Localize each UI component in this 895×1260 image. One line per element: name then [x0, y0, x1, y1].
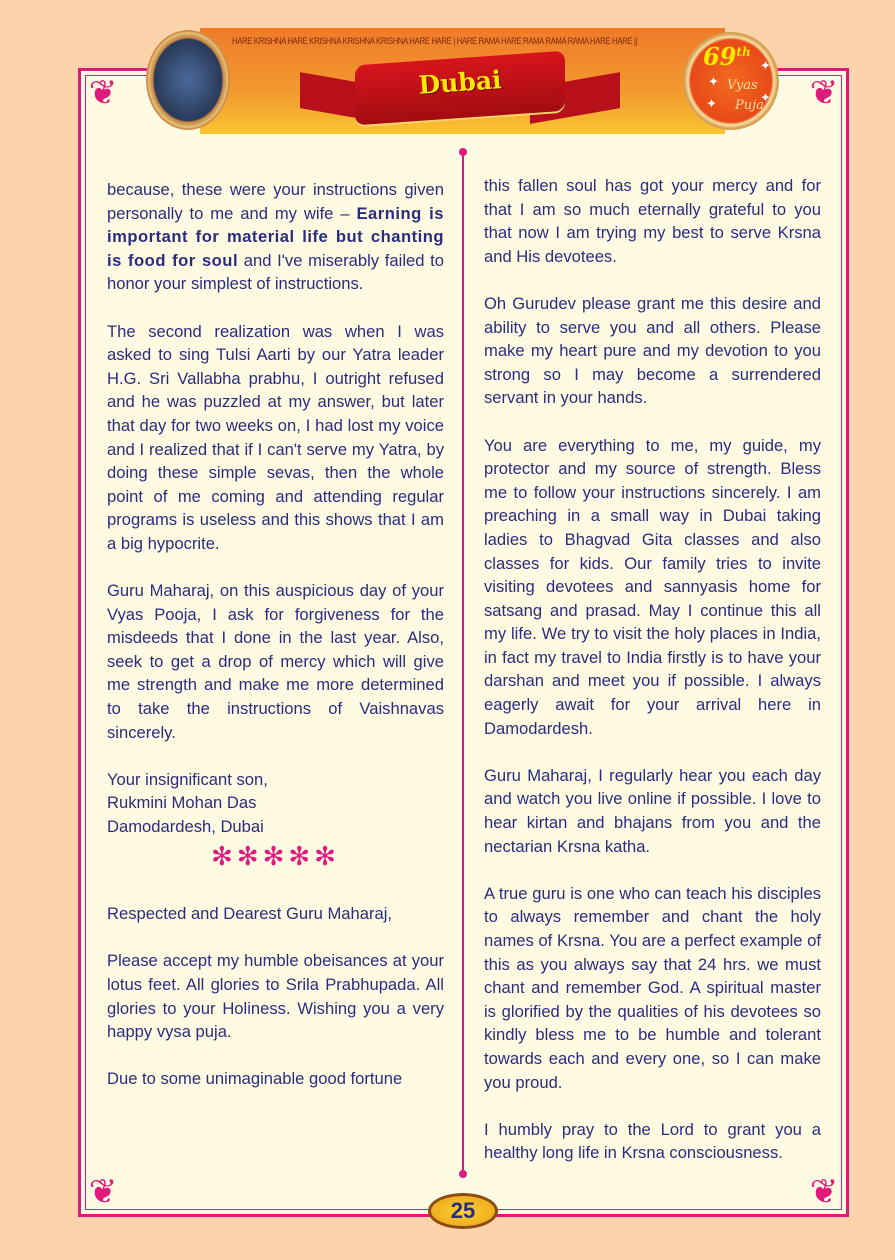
paragraph: You are everything to me, my guide, my protector and my source of strength. Bless me to follow your instructions sincerely. I am preaching in a small way in Dubai taking ladies to Bhagvad Gita classes and also classes for kids. Our family tries to invite visiting devotees and sannyasis home for satsang and prasad. May I continue this all my life. We try to visit the holy places in India, in fact my travel to India firstly is to have your darshan and meet you if possible. I always eagerly await for your arrival here in Damodardesh. — [484, 435, 821, 738]
badge-line1: Vyas — [727, 78, 758, 93]
paragraph — [107, 178, 444, 296]
chant-text: HARE KRISHNA HARE KRISHNA KRISHNA KRISHNA HARE HARE | HARE RAMA HARE RAMA RAMA RAMA HARE HARE || — [232, 36, 638, 46]
signature-location: Damodardesh, Dubai — [107, 817, 264, 837]
divider-dot — [459, 1170, 467, 1178]
badge-number — [703, 42, 751, 71]
corner-ornament-icon: ❦ — [809, 1173, 839, 1211]
separator-stars: ✻✻✻✻✻ — [211, 840, 340, 871]
left-column — [107, 178, 444, 1115]
paragraph: A true guru is one who can teach his disciples to always remember and chant the holy names of Krsna. You are a perfect example of this as you always say that 24 hrs. we must chant and remember God. A spiritual master is glorified by the qualities of his devotees so kindly bless me to be humble and tolerant towards each and every one, so I can make you proud. — [484, 883, 821, 1092]
signature-line: Your insignificant son, — [107, 769, 268, 789]
page-title: Dubai — [417, 65, 503, 100]
paragraph: Guru Maharaj, on this auspicious day of your Vyas Pooja, I ask for forgiveness for the misdeeds that I done in the last year. Also, seek to get a drop of mercy which will give me strength and make me more determined to take the instructions of Vaishnavas sincerely. — [107, 581, 444, 742]
paragraph: this fallen soul has got your mercy and for that I am so much eternally grateful to you that now I am trying my best to serve Krsna and His devotees. — [484, 176, 821, 266]
text: and I've miserably failed to honor your simplest of instructions. — [107, 250, 444, 294]
deity-image — [146, 30, 230, 130]
sparkle-icon: ✦ — [760, 58, 771, 73]
paragraph: Oh Gurudev please grant me this desire and ability to serve you and all others. Please make my heart pure and my devotion to you strong so I may become a surrendered servant in your hands. — [484, 293, 821, 408]
sparkle-icon: ✦ — [708, 74, 719, 89]
page-number: 25 — [428, 1193, 498, 1229]
paragraph: I humbly pray to the Lord to grant you a healthy long life in Krsna consciousness. — [484, 1119, 821, 1163]
signature — [107, 768, 444, 839]
paragraph: Guru Maharaj, I regularly hear you each day and watch you live online if possible. I love to hear kirtan and bhajans from you and the nectarian Krsna katha. — [484, 765, 821, 856]
column-divider — [462, 152, 464, 1174]
right-column — [484, 174, 821, 1189]
sparkle-icon: ✦ — [706, 96, 717, 111]
badge-number-text: 69 — [703, 42, 737, 71]
sparkle-icon: ✦ — [760, 90, 771, 105]
paragraph: Due to some unimaginable good fortune — [107, 1069, 403, 1089]
paragraph: The second realization was when I was asked to sing Tulsi Aarti by our Yatra leader H.G. Sri Vallabha prabhu, I outright refused and he was puzzled at my answer, but later that day for two weeks on, I had lost my voice and I realized that if I can't serve my Yatra, by doing these simple sevas, then the whole point of me coming and attending regular programs is useless and this shows that I am a big hypocrite. — [107, 321, 444, 553]
corner-ornament-icon: ❦ — [809, 74, 839, 112]
text: because, these were your instructions given personally to me and my wife – — [107, 180, 444, 223]
corner-ornament-icon: ❦ — [88, 1173, 118, 1211]
signature-name: Rukmini Mohan Das — [107, 793, 257, 813]
salutation: Respected and Dearest Guru Maharaj, — [107, 904, 393, 924]
bold-text: Earning is important for material life but chanting is food for soul — [107, 203, 444, 270]
paragraph: Please accept my humble obeisances at your lotus feet. All glories to Srila Prabhupada. All glories to your Holiness. Wishing you a very happy vysa puja. — [107, 951, 444, 1042]
corner-ornament-icon: ❦ — [88, 74, 118, 112]
divider-dot — [459, 148, 467, 156]
badge-suffix: th — [736, 45, 751, 59]
badge-line2: Puja — [735, 98, 764, 113]
